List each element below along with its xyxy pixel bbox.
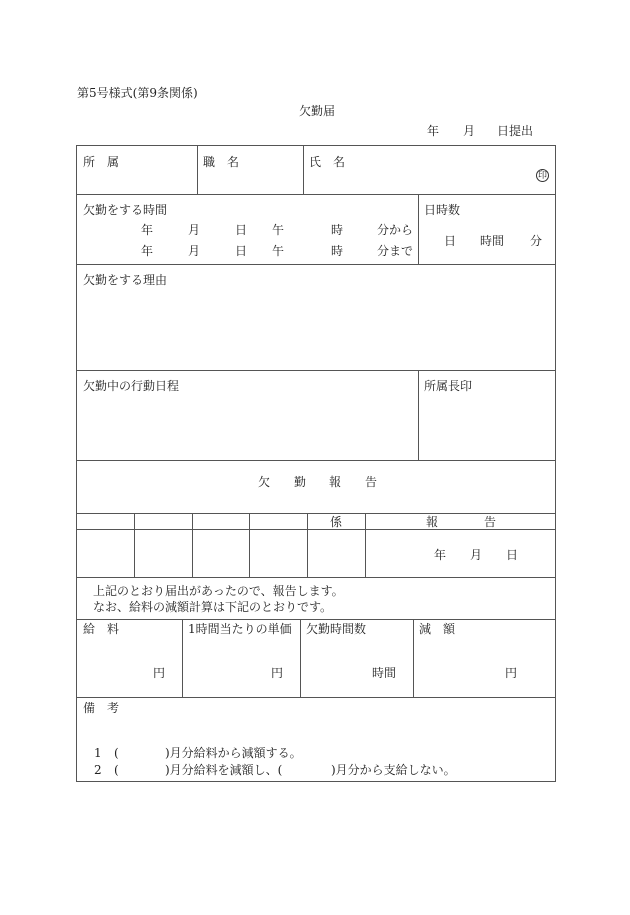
absence-hours-label: 欠勤時間数 bbox=[306, 622, 367, 636]
row-divider bbox=[77, 697, 555, 698]
row-divider bbox=[77, 264, 555, 265]
col-divider bbox=[307, 513, 308, 577]
from-month: 月 bbox=[188, 223, 201, 237]
col-divider bbox=[197, 146, 198, 194]
remark-2-text: )月分から支給しない。 bbox=[331, 763, 456, 777]
row-divider bbox=[77, 577, 555, 578]
affiliation-label: 所 属 bbox=[83, 155, 120, 169]
remark-1-number: 1 bbox=[94, 746, 102, 760]
hourly-rate-label: 1時間当たりの単価 bbox=[188, 622, 292, 636]
notice-line-2: なお、給料の減額計算は下記のとおりです。 bbox=[93, 600, 333, 614]
col-divider bbox=[418, 370, 419, 460]
report-title-char: 欠 bbox=[258, 475, 271, 489]
row-divider bbox=[77, 619, 555, 620]
col-divider bbox=[192, 513, 193, 577]
row-divider bbox=[77, 529, 555, 530]
report-title-char: 勤 bbox=[294, 475, 307, 489]
row-divider bbox=[77, 370, 555, 371]
remark-2-number: 2 bbox=[94, 763, 102, 777]
date-month: 月 bbox=[463, 124, 476, 138]
hourly-rate-unit: 円 bbox=[271, 666, 284, 680]
notice-line-1: 上記のとおり届出があったので、報告します。 bbox=[93, 584, 344, 598]
col-divider bbox=[413, 619, 414, 697]
col-divider bbox=[300, 619, 301, 697]
col-divider bbox=[182, 619, 183, 697]
reduction-label: 減 額 bbox=[419, 622, 456, 636]
to-month: 月 bbox=[188, 244, 201, 258]
remark-1-text: )月分給料から減額する。 bbox=[165, 746, 302, 760]
from-year: 年 bbox=[141, 223, 154, 237]
absence-form bbox=[76, 145, 556, 782]
from-meridiem: 午 bbox=[272, 223, 285, 237]
row-divider bbox=[77, 194, 555, 195]
form-title: 欠勤届 bbox=[299, 104, 336, 118]
absence-hours-unit: 時間 bbox=[372, 666, 397, 680]
schedule-label: 欠勤中の行動日程 bbox=[83, 379, 180, 393]
duration-minutes: 分 bbox=[530, 234, 543, 248]
clerk-label: 係 bbox=[330, 515, 343, 529]
name-label: 氏 名 bbox=[309, 155, 346, 169]
report-title-char: 告 bbox=[365, 475, 378, 489]
report-label-char: 告 bbox=[484, 515, 497, 529]
absence-time-label: 欠勤をする時間 bbox=[83, 203, 168, 217]
from-hour: 時 bbox=[331, 223, 344, 237]
report-label-char: 報 bbox=[426, 515, 439, 529]
report-date-month: 月 bbox=[470, 548, 483, 562]
date-year: 年 bbox=[427, 124, 440, 138]
remark-1-open: ( bbox=[114, 746, 119, 760]
duration-label: 日時数 bbox=[424, 203, 461, 217]
col-divider bbox=[418, 194, 419, 264]
col-divider bbox=[134, 513, 135, 577]
date-submitted: 日提出 bbox=[497, 124, 534, 138]
remark-2-open: ( bbox=[114, 763, 119, 777]
to-year: 年 bbox=[141, 244, 154, 258]
remark-2-mid: )月分給料を減額し、( bbox=[165, 763, 283, 777]
reduction-unit: 円 bbox=[505, 666, 518, 680]
from-day: 日 bbox=[235, 223, 248, 237]
report-title-char: 報 bbox=[329, 475, 342, 489]
position-label: 職 名 bbox=[203, 155, 240, 169]
from-minute: 分から bbox=[377, 223, 414, 237]
form-number: 第5号様式(第9条関係) bbox=[77, 86, 198, 100]
report-date-day: 日 bbox=[506, 548, 519, 562]
reason-label: 欠勤をする理由 bbox=[83, 273, 168, 287]
to-meridiem: 午 bbox=[272, 244, 285, 258]
col-divider bbox=[249, 513, 250, 577]
col-divider bbox=[365, 513, 366, 577]
row-divider bbox=[77, 460, 555, 461]
to-hour: 時 bbox=[331, 244, 344, 258]
duration-hours: 時間 bbox=[480, 234, 505, 248]
seal-mark: 印 bbox=[537, 171, 547, 181]
report-date-year: 年 bbox=[434, 548, 447, 562]
to-day: 日 bbox=[235, 244, 248, 258]
supervisor-seal-label: 所属長印 bbox=[424, 379, 473, 393]
remarks-label: 備 考 bbox=[83, 701, 120, 715]
to-minute: 分まで bbox=[377, 244, 414, 258]
salary-unit: 円 bbox=[153, 666, 166, 680]
col-divider bbox=[303, 146, 304, 194]
row-divider bbox=[77, 513, 555, 514]
duration-day: 日 bbox=[444, 234, 457, 248]
salary-label: 給 料 bbox=[83, 622, 120, 636]
